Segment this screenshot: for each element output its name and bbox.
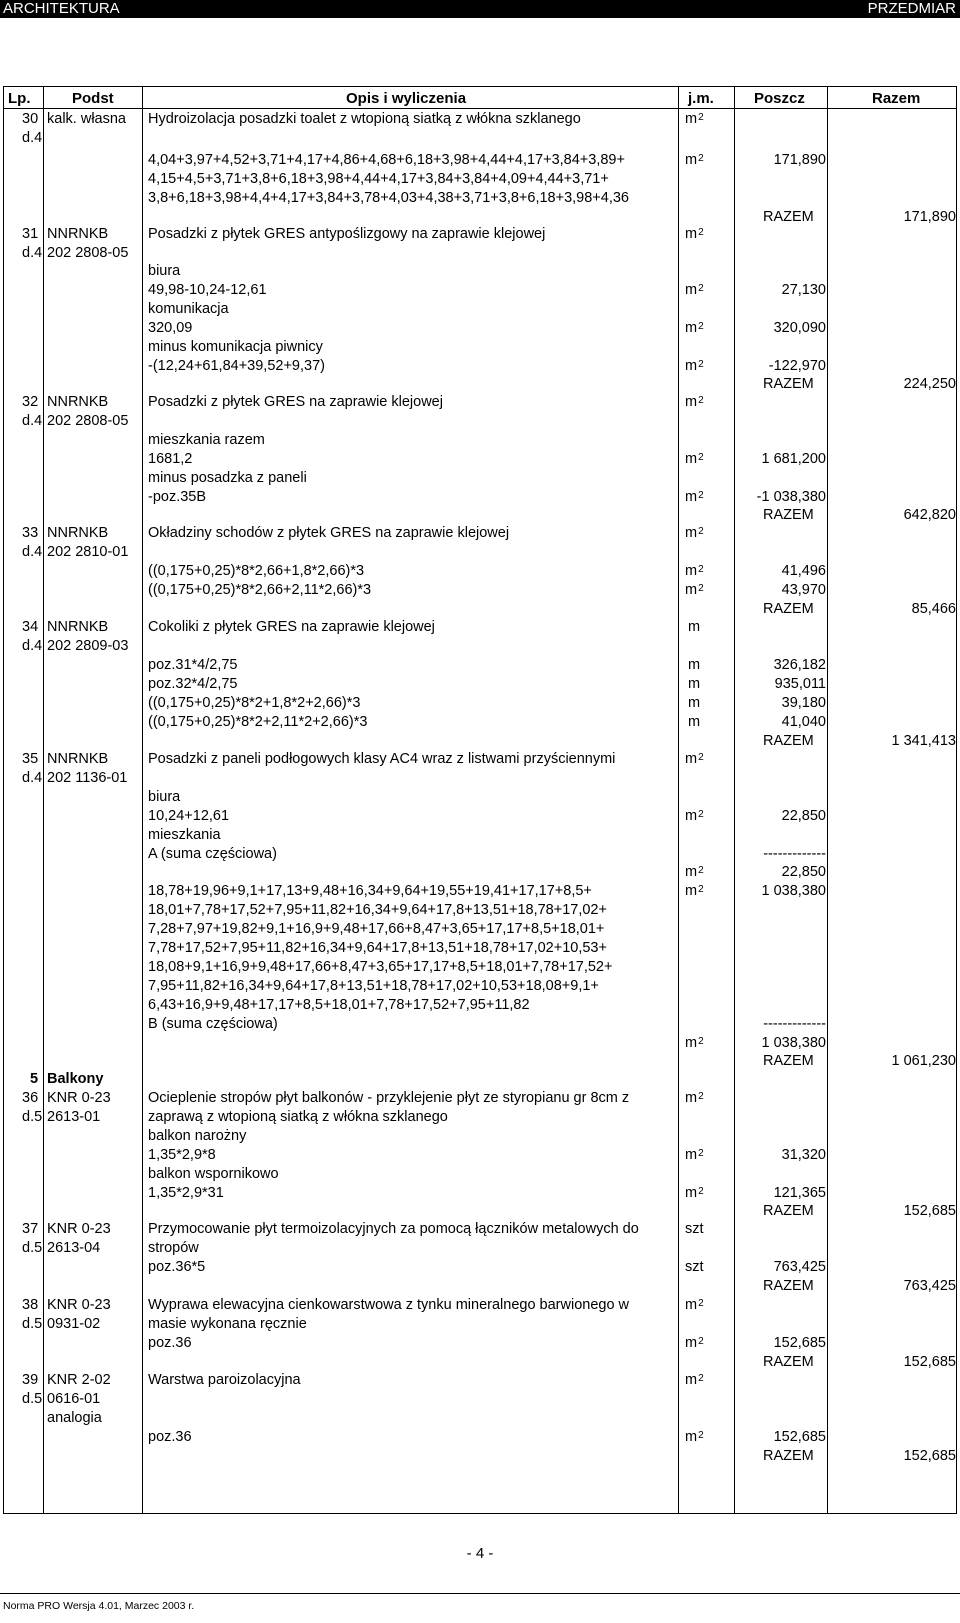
unit-label: szt <box>685 1221 704 1237</box>
calc-line: balkon narożny <box>148 1128 247 1144</box>
subtotal-separator: ------------- <box>763 1016 826 1032</box>
item-basis: NNRNKB <box>47 525 109 541</box>
item-title: Warstwa paroizolacyjna <box>148 1372 301 1388</box>
item-title: Posadzki z płytek GRES antypoślizgowy na zaprawie klejowej <box>148 226 546 242</box>
partial-value: 31,320 <box>781 1147 826 1163</box>
partial-value: -1 038,380 <box>756 489 826 505</box>
razem-value: 85,466 <box>911 601 956 617</box>
partial-value: 171,890 <box>773 152 826 168</box>
unit-label: $m^2$ <box>685 226 704 242</box>
razem-value: 763,425 <box>903 1278 956 1294</box>
calc-line: 49,98-10,24-12,61 <box>148 282 267 298</box>
col-header-jm: j.m. <box>688 90 714 107</box>
unit-label: m <box>688 714 701 730</box>
calc-line: 7,28+7,97+19,82+9,1+16,9+9,48+17,66+8,47+3,65+17,17+8,5+18,01+ <box>148 921 605 937</box>
item-section: d.4 <box>22 245 43 261</box>
col-header-podst: Podst <box>72 90 114 107</box>
item-basis-code: 2613-04 <box>47 1240 101 1256</box>
razem-label: RAZEM <box>763 1203 814 1219</box>
item-basis: KNR 0-23 <box>47 1090 111 1106</box>
header-left-label: ARCHITEKTURA <box>3 0 120 17</box>
partial-value: 41,040 <box>781 714 826 730</box>
item-basis-code: 202 2809-03 <box>47 638 129 654</box>
item-title: Okładziny schodów z płytek GRES na zaprawie klejowej <box>148 525 510 541</box>
calc-line: 4,15+4,5+3,71+3,8+6,18+3,98+4,44+4,17+3,84+3,84+4,09+4,44+3,71+ <box>148 171 609 187</box>
unit-label: $m^2$ <box>685 320 704 336</box>
partial-value: 27,130 <box>781 282 826 298</box>
header-right-label: PRZEDMIAR <box>867 0 956 17</box>
unit-label: $m^2$ <box>685 751 704 767</box>
razem-value: 1 341,413 <box>891 733 956 749</box>
item-number: 34 <box>22 619 39 635</box>
partial-value: 763,425 <box>773 1259 826 1275</box>
subtotal-separator: ------------- <box>763 846 826 862</box>
razem-value: 152,685 <box>903 1354 956 1370</box>
item-basis-code: 2613-01 <box>47 1109 101 1125</box>
calc-line: poz.36 <box>148 1429 192 1445</box>
unit-label: $m^2$ <box>685 1185 704 1201</box>
item-basis: NNRNKB <box>47 751 109 767</box>
calc-line: 18,01+7,78+17,52+7,95+11,82+16,34+9,64+17,8+13,51+18,78+17,02+ <box>148 902 607 918</box>
calc-line: biura <box>148 263 181 279</box>
item-number: 35 <box>22 751 39 767</box>
item-basis-code: 202 1136-01 <box>47 770 128 786</box>
partial-value: 152,685 <box>773 1429 826 1445</box>
item-basis-code: 202 2808-05 <box>47 413 129 429</box>
razem-label: RAZEM <box>763 1354 814 1370</box>
item-basis: NNRNKB <box>47 394 109 410</box>
item-title-cont: stropów <box>148 1240 199 1256</box>
item-section: d.4 <box>22 130 43 146</box>
item-title: Przymocowanie płyt termoizolacyjnych za pomocą łączników metalowych do <box>148 1221 639 1237</box>
item-basis-code: 0931-02 <box>47 1316 101 1332</box>
unit-label: $m^2$ <box>685 282 704 298</box>
unit-label: $m^2$ <box>685 489 704 505</box>
razem-value: 224,250 <box>903 376 956 392</box>
partial-value: 152,685 <box>773 1335 826 1351</box>
item-basis-code: 202 2808-05 <box>47 245 129 261</box>
item-section: d.4 <box>22 638 43 654</box>
unit-label: m <box>688 676 701 692</box>
item-number: 33 <box>22 525 39 541</box>
unit-label: $m^2$ <box>685 1429 704 1445</box>
partial-value: 320,090 <box>773 320 826 336</box>
unit-label: $m^2$ <box>685 1090 704 1106</box>
item-basis: NNRNKB <box>47 226 109 242</box>
partial-value: -122,970 <box>768 358 826 374</box>
footer-divider <box>0 1593 960 1594</box>
calc-line: A (suma częściowa) <box>148 846 277 862</box>
item-section: d.5 <box>22 1316 43 1332</box>
partial-value: 1 038,380 <box>761 883 826 899</box>
calc-line: 18,78+19,96+9,1+17,13+9,48+16,34+9,64+19,55+19,41+17,17+8,5+ <box>148 883 592 899</box>
calc-line: minus komunikacja piwnicy <box>148 339 323 355</box>
razem-label: RAZEM <box>763 601 814 617</box>
unit-label: $m^2$ <box>685 563 704 579</box>
unit-label: $m^2$ <box>685 451 704 467</box>
item-number: 31 <box>22 226 39 242</box>
unit-label: szt <box>685 1259 704 1275</box>
partial-value: 41,496 <box>781 563 826 579</box>
item-section: d.5 <box>22 1391 43 1407</box>
partial-value: 43,970 <box>781 582 826 598</box>
razem-value: 152,685 <box>903 1448 956 1464</box>
razem-label: RAZEM <box>763 733 814 749</box>
item-section: d.5 <box>22 1240 43 1256</box>
calc-line: 1681,2 <box>148 451 193 467</box>
item-title-cont: masie wykonana ręcznie <box>148 1316 307 1332</box>
item-number: 37 <box>22 1221 39 1237</box>
razem-label: RAZEM <box>763 1053 814 1069</box>
col-divider <box>142 87 143 1513</box>
col-header-lp: Lp. <box>8 90 31 107</box>
calc-line: -(12,24+61,84+39,52+9,37) <box>148 358 325 374</box>
item-number: 39 <box>22 1372 39 1388</box>
unit-label: $m^2$ <box>685 1147 704 1163</box>
calc-line: biura <box>148 789 181 805</box>
razem-value: 171,890 <box>903 209 956 225</box>
calc-line: balkon wspornikowo <box>148 1166 279 1182</box>
unit-label: m <box>688 619 701 635</box>
calc-line: 10,24+12,61 <box>148 808 230 824</box>
item-section: d.5 <box>22 1109 43 1125</box>
razem-value: 1 061,230 <box>891 1053 956 1069</box>
calc-line: poz.31*4/2,75 <box>148 657 238 673</box>
item-basis: kalk. własna <box>47 111 126 127</box>
razem-label: RAZEM <box>763 1448 814 1464</box>
unit-label: $m^2$ <box>685 152 704 168</box>
item-basis-code: 202 2810-01 <box>47 544 129 560</box>
unit-label: $m^2$ <box>685 111 704 127</box>
partial-value: 121,365 <box>773 1185 826 1201</box>
calc-line: 1,35*2,9*31 <box>148 1185 224 1201</box>
razem-label: RAZEM <box>763 1278 814 1294</box>
partial-value: 22,850 <box>781 864 826 880</box>
calc-line: 6,43+16,9+9,48+17,17+8,5+18,01+7,78+17,52+7,95+11,82 <box>148 997 530 1013</box>
item-section: d.4 <box>22 544 43 560</box>
unit-label: $m^2$ <box>685 883 704 899</box>
unit-label: $m^2$ <box>685 864 704 880</box>
item-basis: NNRNKB <box>47 619 109 635</box>
calc-line: komunikacja <box>148 301 229 317</box>
item-number: 32 <box>22 394 39 410</box>
unit-label: $m^2$ <box>685 525 704 541</box>
partial-value: 39,180 <box>781 695 826 711</box>
calc-line: ((0,175+0,25)*8*2+1,8*2+2,66)*3 <box>148 695 361 711</box>
unit-label: $m^2$ <box>685 358 704 374</box>
item-basis: KNR 2-02 <box>47 1372 111 1388</box>
footer-text: Norma PRO Wersja 4.01, Marzec 2003 r. <box>3 1600 195 1612</box>
item-title: Ocieplenie stropów płyt balkonów - przyklejenie płyt ze styropianu gr 8cm z <box>148 1090 630 1106</box>
calc-line: ((0,175+0,25)*8*2,66+2,11*2,66)*3 <box>148 582 372 598</box>
calc-line: 1,35*2,9*8 <box>148 1147 216 1163</box>
unit-label: $m^2$ <box>685 1335 704 1351</box>
partial-value: 22,850 <box>781 808 826 824</box>
unit-label: $m^2$ <box>685 1372 704 1388</box>
partial-value: 326,182 <box>773 657 826 673</box>
razem-value: 152,685 <box>903 1203 956 1219</box>
calc-line: mieszkania <box>148 827 221 843</box>
calc-line: 3,8+6,18+3,98+4,4+4,17+3,84+3,78+4,03+4,38+3,71+3,8+6,18+3,98+4,36 <box>148 190 629 206</box>
col-divider <box>734 87 735 1513</box>
unit-label: $m^2$ <box>685 1297 704 1313</box>
razem-value: 642,820 <box>903 507 956 523</box>
calc-line: poz.32*4/2,75 <box>148 676 238 692</box>
item-title: Wyprawa elewacyjna cienkowarstwowa z tynku mineralnego barwionego w <box>148 1297 630 1313</box>
item-section: d.4 <box>22 413 43 429</box>
unit-label: m <box>688 695 701 711</box>
razem-label: RAZEM <box>763 507 814 523</box>
item-basis: KNR 0-23 <box>47 1221 111 1237</box>
col-divider <box>678 87 679 1513</box>
calc-line: 7,78+17,52+7,95+11,82+16,34+9,64+17,8+13,51+18,78+17,02+10,53+ <box>148 940 607 956</box>
item-section: d.4 <box>22 770 43 786</box>
calc-line: ((0,175+0,25)*8*2,66+1,8*2,66)*3 <box>148 563 365 579</box>
item-title: Hydroizolacja posadzki toalet z wtopioną siatką z włókna szklanego <box>148 111 581 127</box>
item-number: 36 <box>22 1090 39 1106</box>
col-header-razem: Razem <box>872 90 921 107</box>
col-divider <box>43 87 44 1513</box>
unit-label: m <box>688 657 701 673</box>
calc-line: 4,04+3,97+4,52+3,71+4,17+4,86+4,68+6,18+3,98+4,44+4,17+3,84+3,89+ <box>148 152 625 168</box>
item-basis-code: 0616-01 <box>47 1391 101 1407</box>
header-divider <box>4 108 956 109</box>
calc-line: 7,95+11,82+16,34+9,64+17,8+13,51+18,78+17,02+10,53+18,08+9,1+ <box>148 978 599 994</box>
item-number: 38 <box>22 1297 39 1313</box>
item-title: Posadzki z płytek GRES na zaprawie klejowej <box>148 394 443 410</box>
partial-value: 1 681,200 <box>761 451 826 467</box>
top-header-bar <box>0 0 960 18</box>
calc-line: 18,08+9,1+16,9+9,48+17,66+8,47+3,65+17,17+8,5+18,01+7,78+17,52+ <box>148 959 613 975</box>
calc-line: mieszkania razem <box>148 432 265 448</box>
item-number: 30 <box>22 111 39 127</box>
calc-line: B (suma częściowa) <box>148 1016 278 1032</box>
partial-value: 1 038,380 <box>761 1035 826 1051</box>
calc-line: -poz.35B <box>148 489 207 505</box>
col-header-opis: Opis i wyliczenia <box>346 90 467 107</box>
section-number: 5 <box>30 1071 39 1087</box>
razem-label: RAZEM <box>763 376 814 392</box>
section-title: Balkony <box>47 1071 104 1087</box>
item-title-cont: zaprawą z wtopioną siatką z włókna szklanego <box>148 1109 448 1125</box>
calc-line: ((0,175+0,25)*8*2+2,11*2+2,66)*3 <box>148 714 368 730</box>
item-basis: KNR 0-23 <box>47 1297 111 1313</box>
calc-line: 320,09 <box>148 320 193 336</box>
calc-line: minus posadzka z paneli <box>148 470 307 486</box>
unit-label: $m^2$ <box>685 808 704 824</box>
col-divider <box>827 87 828 1513</box>
razem-label: RAZEM <box>763 209 814 225</box>
partial-value: 935,011 <box>774 676 826 692</box>
unit-label: $m^2$ <box>685 394 704 410</box>
col-header-poszcz: Poszcz <box>754 90 805 107</box>
unit-label: $m^2$ <box>685 582 704 598</box>
item-title: Posadzki z paneli podłogowych klasy AC4 wraz z listwami przyściennymi <box>148 751 616 767</box>
calc-line: poz.36 <box>148 1335 192 1351</box>
page-number: - 4 - <box>466 1545 494 1562</box>
calc-line: poz.36*5 <box>148 1259 206 1275</box>
item-title: Cokoliki z płytek GRES na zaprawie klejowej <box>148 619 435 635</box>
item-basis-note: analogia <box>47 1410 102 1426</box>
unit-label: $m^2$ <box>685 1035 704 1051</box>
